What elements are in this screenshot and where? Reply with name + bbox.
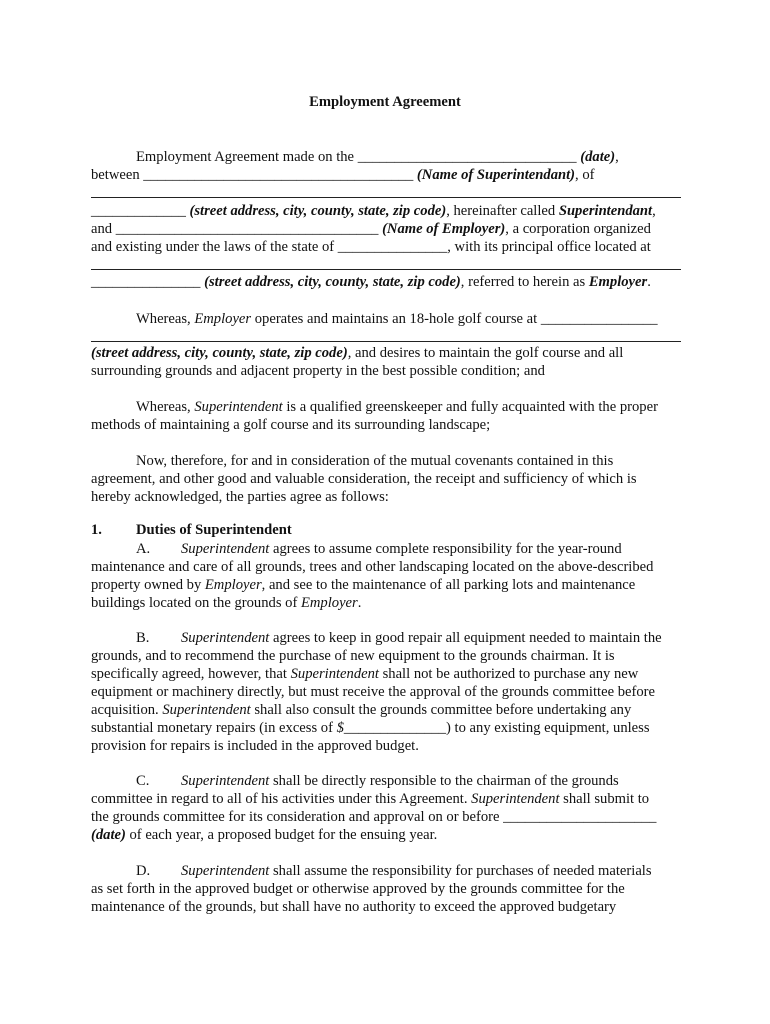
text: , hereinafter called [446,203,559,219]
blank-rule [91,341,681,342]
text: . [647,274,651,290]
clause-b-line-7: provision for repairs is included in the approved budget. [91,738,419,754]
employer-term: Employer [204,577,262,593]
preamble-line-6 [91,273,681,291]
text: of each year, a proposed budget for the ensuing year. [125,827,438,843]
section-number: 1. [91,522,102,538]
text: , and desires to maintain the golf course and all [347,345,624,361]
document-title: Employment Agreement [309,94,461,110]
preamble-line-1 [91,148,681,166]
clause-b-line-2: grounds, and to recommend the purchase of new equipment to the grounds chairman. It is [91,648,615,664]
employer-term: Employer [194,311,252,327]
superintendent-term: Superintendent [181,773,270,789]
clause-b-line-1 [91,629,681,647]
date-label: (date) [91,827,126,843]
text: agrees to assume complete responsibility for the year-round [269,541,622,557]
text: Whereas, [136,311,195,327]
text: . [357,595,362,611]
superintendent-term: Superintendent [290,666,379,682]
section-1-heading [91,522,292,539]
employer-name-label: (Name of Employer) [378,221,506,237]
text: substantial monetary repairs (in excess of [91,720,337,736]
employer-role: Employer [588,274,648,290]
whereas1-line-1 [91,310,681,328]
now-therefore-paragraph [91,452,681,506]
clause-d-line-2: as set forth in the approved budget or otherwise approved by the grounds committee for the [91,881,625,897]
dollar-sign: $ [336,720,344,736]
section-title: Duties of Superintendent [136,522,292,538]
text: Employment Agreement made on the [136,149,358,165]
clause-letter: A. [136,541,151,557]
clause-a-line-4 [91,594,681,612]
preamble-paragraph-end [91,273,681,291]
text: , of [575,167,595,183]
blank-rule [91,197,681,198]
preamble-paragraph-cont [91,202,681,256]
whereas-paragraph-2 [91,398,681,434]
clause-d-line-1 [91,862,681,880]
clause-b-line-3 [91,665,681,683]
amount-blank: ______________) to any existing equipment, unless [343,720,650,736]
clause-c-line-1 [91,772,681,790]
text: Whereas, [136,399,195,415]
text: shall also consult the grounds committee before undertaking any [250,702,632,718]
superintendent-term: Superintendent [471,791,560,807]
preamble-line-5: and existing under the laws of the state of _______________, with its principal office located at [91,239,651,255]
superintendant-name-label: (Name of Superintendant) [413,167,576,183]
clause-c [91,772,681,844]
text: , [615,149,619,165]
address-label: (street address, city, county, state, zip code) [91,345,348,361]
text: property owned by [91,577,205,593]
superintendent-term: Superintendent [181,541,270,557]
address-label: (street address, city, county, state, zip code) [185,203,447,219]
blank-rule [91,269,681,270]
clause-c-line-4 [91,826,681,844]
employer-term: Employer [300,595,358,611]
text: is a qualified greenskeeper and fully acquainted with the proper [282,399,658,415]
preamble-line-2 [91,166,681,184]
text: , and see to the maintenance of all parking lots and maintenance [261,577,636,593]
whereas1-line-2 [91,344,681,362]
text: between [91,167,144,183]
text: operates and maintains an 18-hole golf course at ________________ [251,311,658,327]
whereas-paragraph-1 [91,310,681,328]
clause-a-line-3 [91,576,681,594]
clause-letter: D. [136,863,151,879]
text: , a corporation organized [505,221,651,237]
clause-a-line-1 [91,540,681,558]
text: shall not be authorized to purchase any new [378,666,639,682]
clause-letter: C. [136,773,150,789]
text: and [91,221,116,237]
text: committee in regard to all of his activities under this Agreement. [91,791,472,807]
address-label: (street address, city, county, state, zip code) [200,274,461,290]
clause-b-line-4: equipment or machinery directly, but must receive the approval of the grounds committee before [91,684,655,700]
now-line-1: Now, therefore, for and in consideration of the mutual covenants contained in this [136,453,614,469]
whereas1-line-3: surrounding grounds and adjacent property in the best possible condition; and [91,363,545,379]
clause-a [91,540,681,612]
preamble-line-4 [91,220,681,238]
text: acquisition. [91,702,163,718]
clause-letter: B. [136,630,150,646]
preamble-paragraph [91,148,681,184]
text: agrees to keep in good repair all equipment needed to maintain the [269,630,662,646]
superintendent-term: Superintendent [162,702,251,718]
text: shall submit to [559,791,650,807]
address-blank: _______________ [91,274,201,290]
whereas-paragraph-1-cont [91,344,681,380]
text: shall assume the responsibility for purchases of needed materials [269,863,652,879]
date-blank: ______________________________ [357,149,577,165]
preamble-line-3 [91,202,681,220]
clause-d-line-3: maintenance of the grounds, but shall have no authority to exceed the approved budgetary [91,899,617,915]
clause-b [91,629,681,755]
now-line-2: agreement, and other good and valuable consideration, the receipt and sufficiency of which is [91,471,637,487]
clause-c-line-3: the grounds committee for its consideration and approval on or before _____________________ [91,809,657,825]
clause-b-line-5 [91,701,681,719]
clause-b-line-6 [91,719,681,737]
text: shall be directly responsible to the chairman of the grounds [269,773,619,789]
text: , [652,203,656,219]
text: specifically agreed, however, that [91,666,291,682]
clause-d [91,862,681,916]
superintendant-name-blank: _____________________________________ [143,167,414,183]
text: , referred to herein as [460,274,589,290]
clause-c-line-2 [91,790,681,808]
whereas2-line-2: methods of maintaining a golf course and its surrounding landscape; [91,417,491,433]
now-line-3: hereby acknowledged, the parties agree as follows: [91,489,389,505]
date-label: (date) [576,149,616,165]
superintendent-term: Superintendent [194,399,283,415]
employer-name-blank: ____________________________________ [115,221,379,237]
superintendent-term: Superintendent [181,630,270,646]
address-blank: _____________ [91,203,186,219]
clause-a-line-2: maintenance and care of all grounds, trees and other landscaping located on the above-described [91,559,654,575]
superintendant-role: Superintendant [558,203,653,219]
superintendent-term: Superintendent [181,863,270,879]
whereas2-line-1 [91,398,681,416]
text: buildings located on the grounds of [91,595,301,611]
